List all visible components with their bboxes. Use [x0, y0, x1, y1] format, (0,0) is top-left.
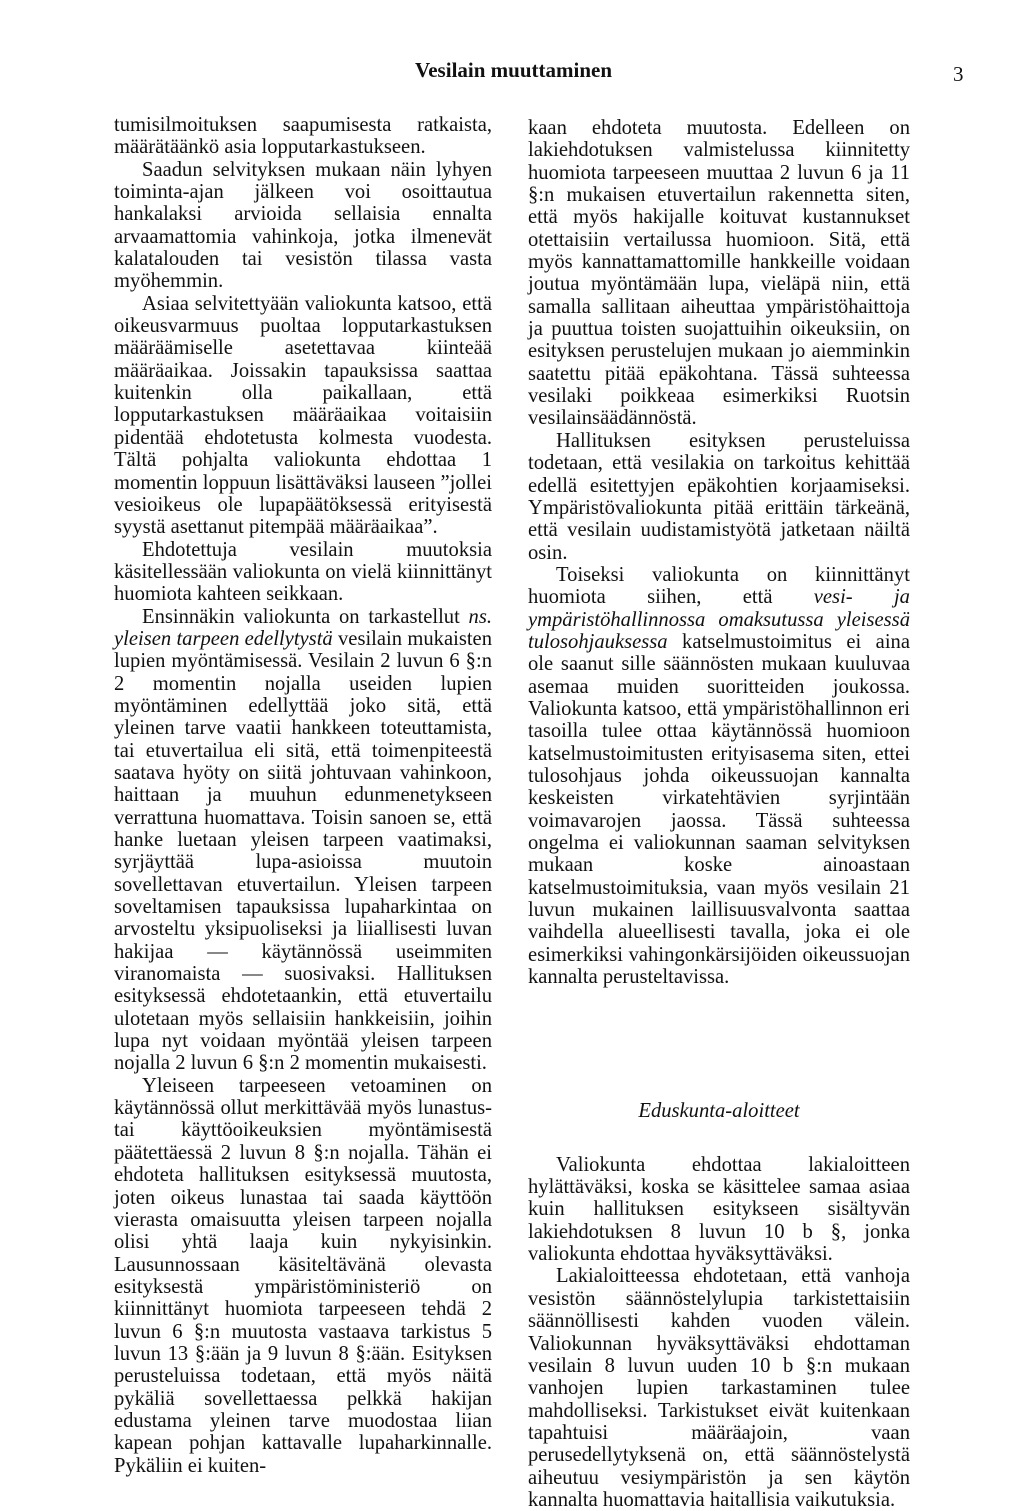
- section-heading: Eduskunta-aloitteet: [638, 1100, 800, 1123]
- right-column: [528, 117, 910, 1511]
- paragraph: Ehdotettuja vesilain muutoksia käsitellessään valiokunta on vielä kiinnittänyt huomiota kahteen seikkaan.: [114, 538, 492, 606]
- page-number: 3: [953, 62, 964, 86]
- text-run: Toiseksi valiokunta on kiinnittänyt huomiota siihen, että: [528, 563, 910, 609]
- emphasis-text: ns. yleisen tarpeen edellytystä: [114, 605, 492, 650]
- paragraph: Asiaa selvitettyään valiokunta katsoo, että oikeusvarmuus puoltaa lopputarkastuksen määräämiselle asetettavaa kiinteää määräaikaa. Joissakin tapauksissa saattaa kuitenkin olla paikallaan, että lopputarkastuksen määräaikaa voitaisiin pidentää ehdotetusta kolmesta vuodesta. Tältä pohjalta valiokunta ehdottaa 1 momentin loppuun lisättäväksi lauseen ”jollei vesioikeus ole lupapäätöksessä erityisestä syystä asettanut pitempää määräaikaa”.: [114, 292, 492, 539]
- left-column: [114, 114, 492, 1477]
- paragraph: Saadun selvityksen mukaan näin lyhyen toiminta-ajan jälkeen voi osoittautua hankalaksi arvioida sellaisia ennalta arvaamattomia vahinkoja, jotka ilmenevät kalatalouden tai vesistön tilassa vasta myöhemmin.: [114, 158, 492, 293]
- paragraph: Lakialoitteessa ehdotetaan, että vanhoja vesistön säännöstelylupia tarkistettaisiin säännöllisesti kahden vuoden välein. Valiokunnan hyväksyttäväksi ehdottaman vesilain 8 luvun uuden 10 b §:n mukaan vanhojen lupien tarkastaminen tulee mahdolliseksi. Tarkistukset eivät kuitenkaan tapahtuisi määräajoin, vaan perusedellytyksenä on, että säännöstelystä aiheutuu vesiympäristön ja sen käytön kannalta huomattavia haitallisia vaikutuksia.: [528, 1265, 910, 1511]
- paragraph: tumisilmoituksen saapumisesta ratkaista, määrätäänkö asia lopputarkastukseen.: [114, 114, 492, 159]
- text-run: katselmustoimitus ei aina ole saanut sille säännösten mukaan kuuluvaa asemaa muiden suoritteiden joukossa. Valiokunta katsoo, että ympäristöhallinnon eri tasoilla tulee ottaa käytännössä huomioon katselmustoimitusten erityisasema siten, ettei tulosohjaus johda oikeussuojan kannalta keskeisten virkatehtävien syrjintään voimavarojen jaossa. Tässä suhteessa ongelma ei valiokunnan saaman selvityksen mukaan koske ainoastaan katselmustoimituksia, vaan myös vesilain 21 luvun mukainen laillisuusvalvonta saattaa vaihdella alueellisesti tavalla, joka ei ole esimerkiksi vahingonkärsijöiden oikeussuojan kannalta perusteltavissa.: [528, 630, 910, 989]
- paragraph: Hallituksen esityksen perusteluissa todetaan, että vesilakia on tarkoitus kehittää edellä esitettyjen epäkohtien korjaamiseksi. Ympäristövaliokunta pitää erittäin tärkeänä, että vesilain uudistamistyötä jatketaan näiltä osin.: [528, 429, 910, 564]
- header-title: Vesilain muuttaminen: [415, 58, 613, 82]
- paragraph: [528, 564, 910, 989]
- text-run: vesilain mukaisten lupien myöntämisessä. Vesilain 2 luvun 6 §:n 2 momentin nojalla useiden lupien myöntäminen edellyttää joko sitä, että yleinen tarve vaatii hankkeen toteuttamista, tai etuvertailua eli sitä, että toimenpiteestä saatava hyöty on siitä johtuvaan vahinkoon, haittaan ja muuhun edunmenetykseen verrattuna huomattava. Toisin sanoen se, että hanke luetaan yleisen tarpeen vaatimaksi, syrjäyttää lupa-asioissa muutoin sovellettavan etuvertailun. Yleisen tarpeen soveltamisen tapauksissa lupaharkintaa on arvosteltu yksipuoliseksi ja liiallisesti luvan hakijaa — käytännössä useimmiten viranomaista — suosivaksi. Hallituksen esityksessä ehdotetaankin, että etuvertailu ulotetaan myös sellaisiin hankkeisiin, joihin lupa nyt voidaan myöntää yleisen tarpeen nojalla 2 luvun 6 §:n 2 momentin mukaisesti.: [114, 627, 492, 1075]
- emphasis-text: vesi- ja ympäristöhallinnossa omaksutussa yleisessä tulosohjauksessa: [528, 586, 910, 653]
- paragraph: [114, 606, 492, 1075]
- text-run: Ensinnäkin valiokunta on tarkastellut: [142, 605, 469, 628]
- paragraph: kaan ehdoteta muutosta. Edelleen on lakiehdotuksen valmistelussa kiinnitetty huomiota tarpeeseen muuttaa 2 luvun 6 ja 11 §:n mukaisen etuvertailun rakennetta siten, että myös hakijalle koituvat kustannukset otettaisiin vertailussa huomioon. Sitä, että myös kannattamattomille hankkeille voidaan joutua myöntämään lupa, vieläpä niin, että samalla sallitaan aiheuttaa ympäristöhaittoja ja puuttua toisten suojattuihin oikeuksiin, on esityksen perustelujen mukaan jo aiemminkin saatettu pitää epäkohtana. Tässä suhteessa vesilaki poikkeaa esimerkiksi Ruotsin vesilainsäädännöstä.: [528, 117, 910, 430]
- paragraph: Valiokunta ehdottaa lakialoitteen hylättäväksi, koska se käsittelee samaa asiaa kuin hallituksen esitykseen sisältyvän lakiehdotuksen 8 luvun 10 b §, jonka valiokunta ehdottaa hyväksyttäväksi.: [528, 1153, 910, 1266]
- paragraph: Yleiseen tarpeeseen vetoaminen on käytännössä ollut merkittävää myös lunastus- tai käyttöoikeuksien myöntämisestä päätettäessä 2 luvun 8 §:n nojalla. Tähän ei ehdoteta hallituksen esityksessä muutosta, joten oikeus lunastaa tai saada käyttöön vierasta omaisuutta yleisen tarpeen nojalla olisi yhtä laaja kuin nykyisinkin. Lausunnossaan käsiteltävänä olevasta esityksestä ympäristöministeriö on kiinnittänyt huomiota tarpeeseen tehdä 2 luvun 6 §:n muutosta vastaava tarkistus 5 luvun 13 §:ään ja 9 luvun 8 §:ään. Esityksen perusteluissa todetaan, että myös näitä pykäliä sovellettaessa pelkkä hakijan edustama yleinen tarve muodostaa liian kapean pohjan kattavalle lupaharkinnalle. Pykäliin ei kuiten-: [114, 1074, 492, 1477]
